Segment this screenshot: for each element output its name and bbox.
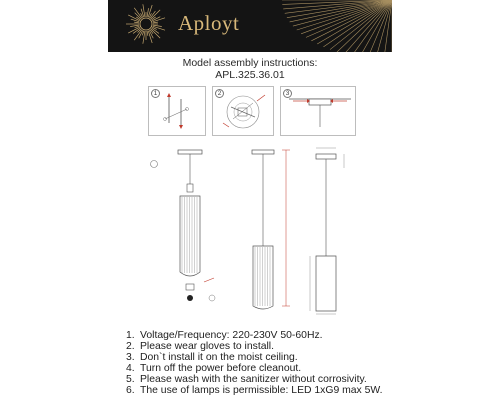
step-panel-2 (212, 86, 274, 136)
product-drawings (140, 146, 360, 316)
step-panel-3 (280, 86, 356, 136)
brand-name: Aployt (178, 11, 240, 35)
document-title: Model assembly instructions: (182, 57, 318, 69)
instruction-number: 5. (126, 373, 135, 385)
brand-banner (108, 0, 392, 52)
instruction-number: 6. (126, 384, 135, 396)
pendant-lamp-drawing (140, 146, 360, 316)
instruction-number: 2. (126, 340, 135, 352)
assembly-steps-row (140, 86, 360, 136)
instruction-text: Please wear gloves to install. (140, 340, 274, 352)
sunburst-icon (108, 0, 392, 52)
step-number: 2 (215, 89, 224, 98)
step-number: 1 (151, 89, 160, 98)
instruction-text: Voltage/Frequency: 220-230V 50-60Hz. (140, 330, 323, 341)
step-number: 3 (283, 89, 292, 98)
instruction-text: Turn off the power before cleanout. (140, 362, 302, 374)
canopy-fixing-drawing (281, 87, 357, 137)
instruction-text: Don`t install it on the moist ceiling. (140, 351, 298, 363)
instruction-number: 1. (126, 330, 135, 341)
instruction-number: 3. (126, 351, 135, 363)
instruction-item (126, 386, 383, 397)
instruction-text: Please wash with the sanitizer without corrosivity. (140, 373, 367, 385)
step-panel-1 (148, 86, 206, 136)
safety-instructions-list (126, 331, 383, 396)
instruction-number: 4. (126, 362, 135, 374)
model-number: APL.325.36.01 (215, 69, 285, 81)
instruction-text: The use of lamps is permissible: LED 1xG9 max 5W. (140, 384, 383, 396)
